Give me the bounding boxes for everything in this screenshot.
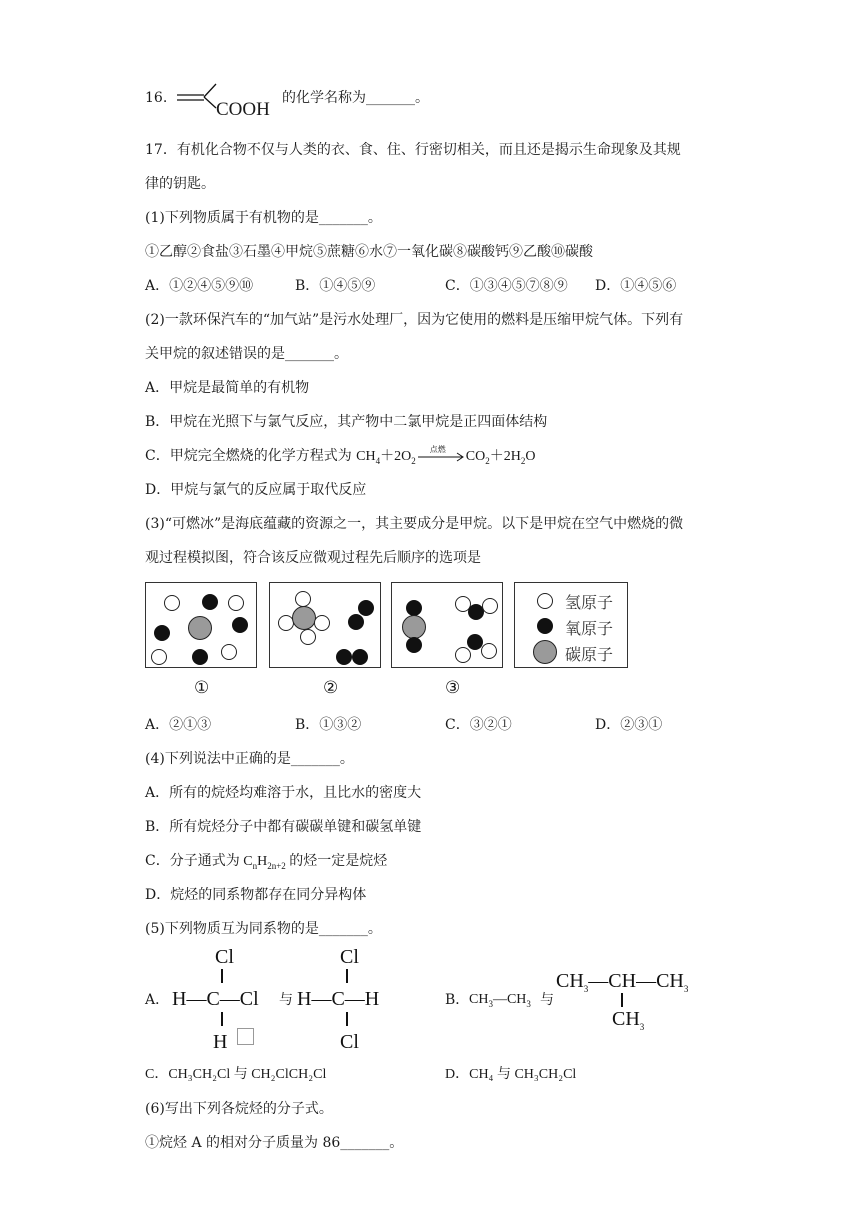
q16-text: 的化学名称为_______。 xyxy=(282,90,429,106)
hydrogen-atom xyxy=(295,591,311,607)
hydrogen-atom xyxy=(300,629,316,645)
p5-question: (5)下列物质互为同系物的是_______。 xyxy=(145,921,382,937)
question-number: 16. xyxy=(145,90,168,106)
panel-label-1: ① xyxy=(194,678,210,698)
p4-option-a: A．所有的烷烃均难溶于水，且比水的密度大 xyxy=(145,785,422,801)
p5-option-b-label: B． xyxy=(445,992,470,1008)
panel-label-3: ③ xyxy=(445,678,461,698)
p3-question-2: 观过程模拟图，符合该反应微观过程先后顺序的选项是 xyxy=(145,550,481,566)
p2-option-b: B．甲烷在光照下与氯气反应，其产物中二氯甲烷是正四面体结构 xyxy=(145,414,548,430)
p3-option-d: D．②③① xyxy=(595,717,663,733)
p4-question: (4)下列说法中正确的是_______。 xyxy=(145,751,354,767)
oxygen-atom xyxy=(154,625,170,641)
hydrogen-atom xyxy=(228,595,244,611)
q16-line xyxy=(145,88,167,108)
panel-3-products xyxy=(391,582,503,668)
oxygen-legend-icon xyxy=(537,618,553,634)
oxygen-atom xyxy=(202,594,218,610)
q17-intro-1: 17．有机化合物不仅与人类的衣、食、住、行密切相关，而且还是揭示生命现象及其规 xyxy=(145,142,681,158)
p2-option-d: D．甲烷与氯气的反应属于取代反应 xyxy=(145,482,367,498)
p1-option-c: C．①③④⑤⑦⑧⑨ xyxy=(445,278,568,294)
carbon-legend-icon xyxy=(533,640,557,664)
oxygen-atom xyxy=(406,600,422,616)
cooh-label: COOH xyxy=(216,99,270,120)
p2-option-c xyxy=(145,446,535,471)
p5-option-d: D．CH₄ 与 CH₃CH₂Cl xyxy=(445,1067,577,1082)
general-formula: $C_nH_{2n+2}$ xyxy=(239,854,286,871)
carbon-atom xyxy=(292,606,316,630)
carbon-atom xyxy=(188,616,212,640)
p1-items: ①乙醇②食盐③石墨④甲烷⑤蔗糖⑥水⑦一氧化碳⑧碳酸钙⑨乙酸⑩碳酸 xyxy=(145,244,593,260)
oxygen-atom xyxy=(406,637,422,653)
p1-option-b: B．①④⑤⑨ xyxy=(295,278,376,294)
combustion-equation: $CH_4+2O_2$ xyxy=(356,449,416,466)
p3-option-b: B．①③② xyxy=(295,717,362,733)
p2-option-a: A．甲烷是最简单的有机物 xyxy=(145,380,310,396)
reaction-condition: 点燃 xyxy=(429,445,446,454)
ethane-formula: $CH_3—CH_3$ xyxy=(469,992,531,1009)
p5-option-b-and: 与 xyxy=(540,992,554,1008)
p3-question-1: (3)“可燃冰”是海底蕴藏的资源之一，其主要成分是甲烷。以下是甲烷在空气中燃烧的微 xyxy=(145,516,684,532)
p3-option-a: A．②①③ xyxy=(145,717,212,733)
oxygen-atom xyxy=(352,649,368,665)
hydrogen-legend-icon xyxy=(537,593,553,609)
hydrogen-atom xyxy=(314,615,330,631)
carbon-atom xyxy=(402,615,426,639)
p5-option-a-and: 与 xyxy=(279,992,293,1008)
p5-option-c: C．CH₃CH₂Cl 与 CH₂ClCH₂Cl xyxy=(145,1067,327,1082)
p4-option-c xyxy=(145,851,387,876)
combustion-products: $CO_2+2H_2O$ xyxy=(465,449,536,466)
oxygen-atom xyxy=(336,649,352,665)
legend-carbon-label: 碳原子 xyxy=(565,645,614,664)
p6-item-1: ①烷烃 A 的相对分子质量为 86_______。 xyxy=(145,1135,404,1151)
panel-label-2: ② xyxy=(323,678,339,698)
hydrogen-atom xyxy=(164,595,180,611)
p1-option-d: D．①④⑤⑥ xyxy=(595,278,677,294)
legend-oxygen-label: 氧原子 xyxy=(565,619,614,638)
q17-intro-2: 律的钥匙。 xyxy=(145,176,215,192)
hydrogen-atom xyxy=(482,598,498,614)
hydrogen-atom xyxy=(455,647,471,663)
p6-question: (6)写出下列各烷烃的分子式。 xyxy=(145,1101,333,1117)
atom-legend xyxy=(514,582,628,668)
oxygen-atom xyxy=(232,617,248,633)
p4-option-c-prefix: C．分子通式为 xyxy=(145,853,240,869)
p2-question-1: (2)一款环保汽车的“加气站”是污水处理厂，因为它使用的燃料是压缩甲烷气体。下列有 xyxy=(145,312,684,328)
oxygen-atom xyxy=(192,649,208,665)
legend-hydrogen-label: 氢原子 xyxy=(565,593,614,612)
p2-option-c-prefix: C．甲烷完全燃烧的化学方程式为 xyxy=(145,448,352,464)
panel-2-intermediate xyxy=(269,582,381,668)
oxygen-atom xyxy=(348,614,364,630)
p3-option-c: C．③②① xyxy=(445,717,512,733)
p4-option-d: D．烷烃的同系物都存在同分异构体 xyxy=(145,887,367,903)
p4-option-c-suffix: 的烃一定是烷烃 xyxy=(289,853,388,869)
panel-1-reactants xyxy=(145,582,257,668)
p4-option-b: B．所有烷烃分子中都有碳碳单键和碳氢单键 xyxy=(145,819,422,835)
p5-option-a-label: A． xyxy=(145,992,170,1008)
reaction-arrow xyxy=(416,445,466,463)
hydrogen-atom xyxy=(151,649,167,665)
hydrogen-atom xyxy=(481,643,497,659)
p1-option-a: A．①②④⑤⑨⑩ xyxy=(145,278,254,294)
p2-question-2: 关甲烷的叙述错误的是_______。 xyxy=(145,346,348,362)
p1-question: (1)下列物质属于有机物的是_______。 xyxy=(145,210,382,226)
hydrogen-atom xyxy=(221,644,237,660)
oxygen-atom xyxy=(358,600,374,616)
